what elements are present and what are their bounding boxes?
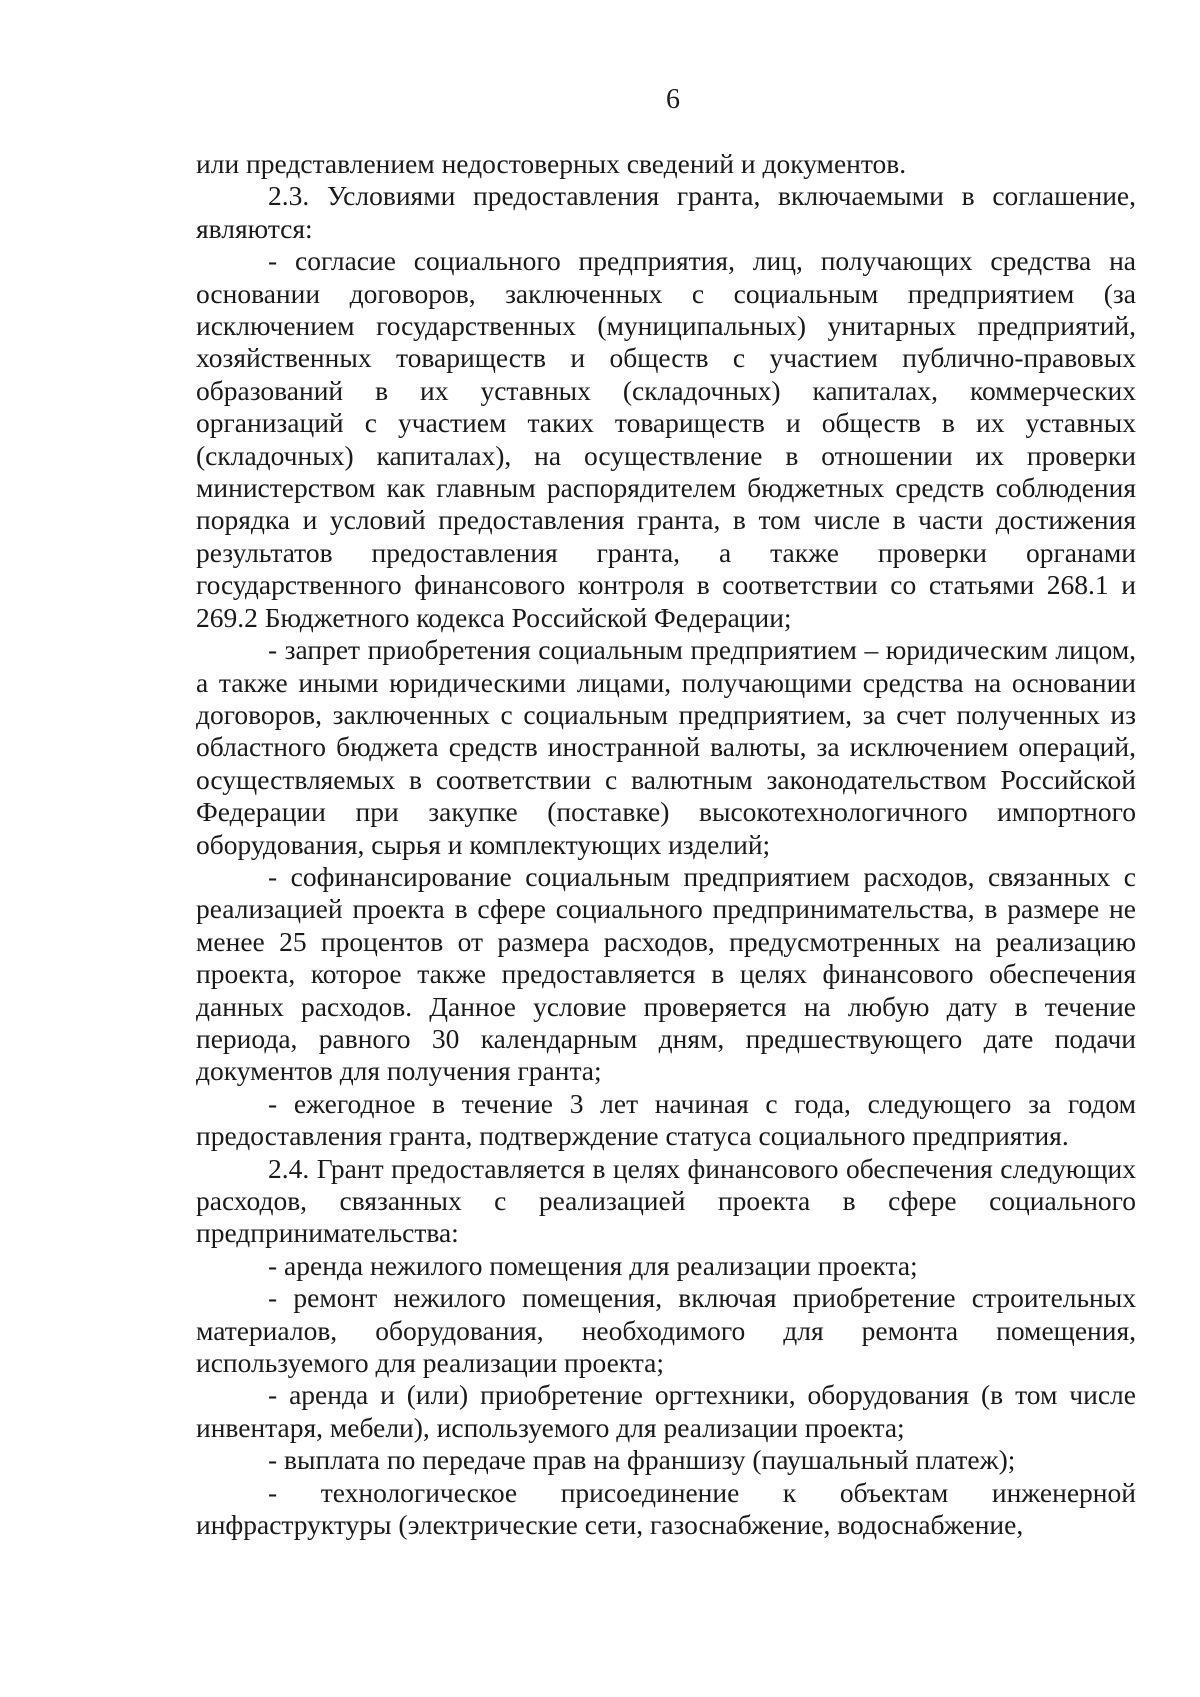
paragraph-continuation: или представлением недостоверных сведений и документов. [196, 148, 907, 179]
paragraph-expense-repair: - ремонт нежилого помещения, включая приобретение строительных материалов, оборудования, необходимого для ремонта помещения, используемого для реализации проекта; [196, 1282, 1136, 1379]
paragraph-expense-franchise: - выплата по передаче прав на франшизу (паушальный платеж); [268, 1444, 1016, 1476]
paragraph-expense-connection: - технологическое присоединение к объектам инженерной инфраструктуры (электрические сети, газоснабжение, водоснабжение, [196, 1476, 1136, 1541]
paragraph-clause-2-3: 2.3. Условиями предоставления гранта, включаемыми в соглашение, являются: [196, 180, 1136, 244]
paragraph-expense-equipment: - аренда и (или) приобретение оргтехники, оборудования (в том числе инвентаря, мебели), используемого для реализации проекта; [196, 1379, 1136, 1443]
paragraph-condition-cofinancing: - софинансирование социальным предприятием расходов, связанных с реализацией проекта в сфере социального предпринимательства, в размере не менее 25 процентов от размера расходов, предусмотренных на реализацию проекта, которое также предоставляется в целях финансового обеспечения данных расходов. Данное условие проверяется на любую дату в течение периода, равного 30 календарным дням, предшествующего дате подачи документов для получения гранта; [196, 860, 1136, 1087]
paragraph-condition-currency-ban: - запрет приобретения социальным предприятием – юридическим лицом, а также иными юридическими лицами, получающими средства на основании договоров, заключенных с социальным предприятием, за счет полученных из областного бюджета средств иностранной валюты, за исключением операций, осуществляемых в соответствии с валютным законодательством Российской Федерации при закупке (поставке) высокотехнологичного импортного оборудования, сырья и комплектующих изделий; [196, 634, 1136, 860]
document-body [196, 148, 1136, 1541]
page-number: 6 [666, 84, 680, 115]
paragraph-condition-status-confirmation: - ежегодное в течение 3 лет начиная с года, следующего за годом предоставления гранта, подтверждение статуса социального предприятия. [196, 1087, 1136, 1152]
paragraph-expense-rent: - аренда нежилого помещения для реализации проекта; [268, 1249, 918, 1281]
paragraph-condition-audit-consent: - согласие социального предприятия, лиц, получающих средства на основании договоров, заключенных с социальным предприятием (за исключением государственных (муниципальных) унитарных предприятий, хозяйственных товариществ и обществ с участием публично-правовых образований в их уставных (складочных) капиталах, коммерческих организаций с участием таких товариществ и обществ в их уставных (складочных) капиталах), на осуществление в отношении их проверки министерством как главным распорядителем бюджетных средств соблюдения порядка и условий предоставления гранта, в том числе в части достижения результатов предоставления гранта, а также проверки органами государственного финансового контроля в соответствии со статьями 268.1 и 269.2 Бюджетного кодекса Российской Федерации; [196, 245, 1136, 633]
paragraph-clause-2-4: 2.4. Грант предоставляется в целях финансового обеспечения следующих расходов, связанных с реализацией проекта в сфере социального предпринимательства: [196, 1152, 1136, 1249]
